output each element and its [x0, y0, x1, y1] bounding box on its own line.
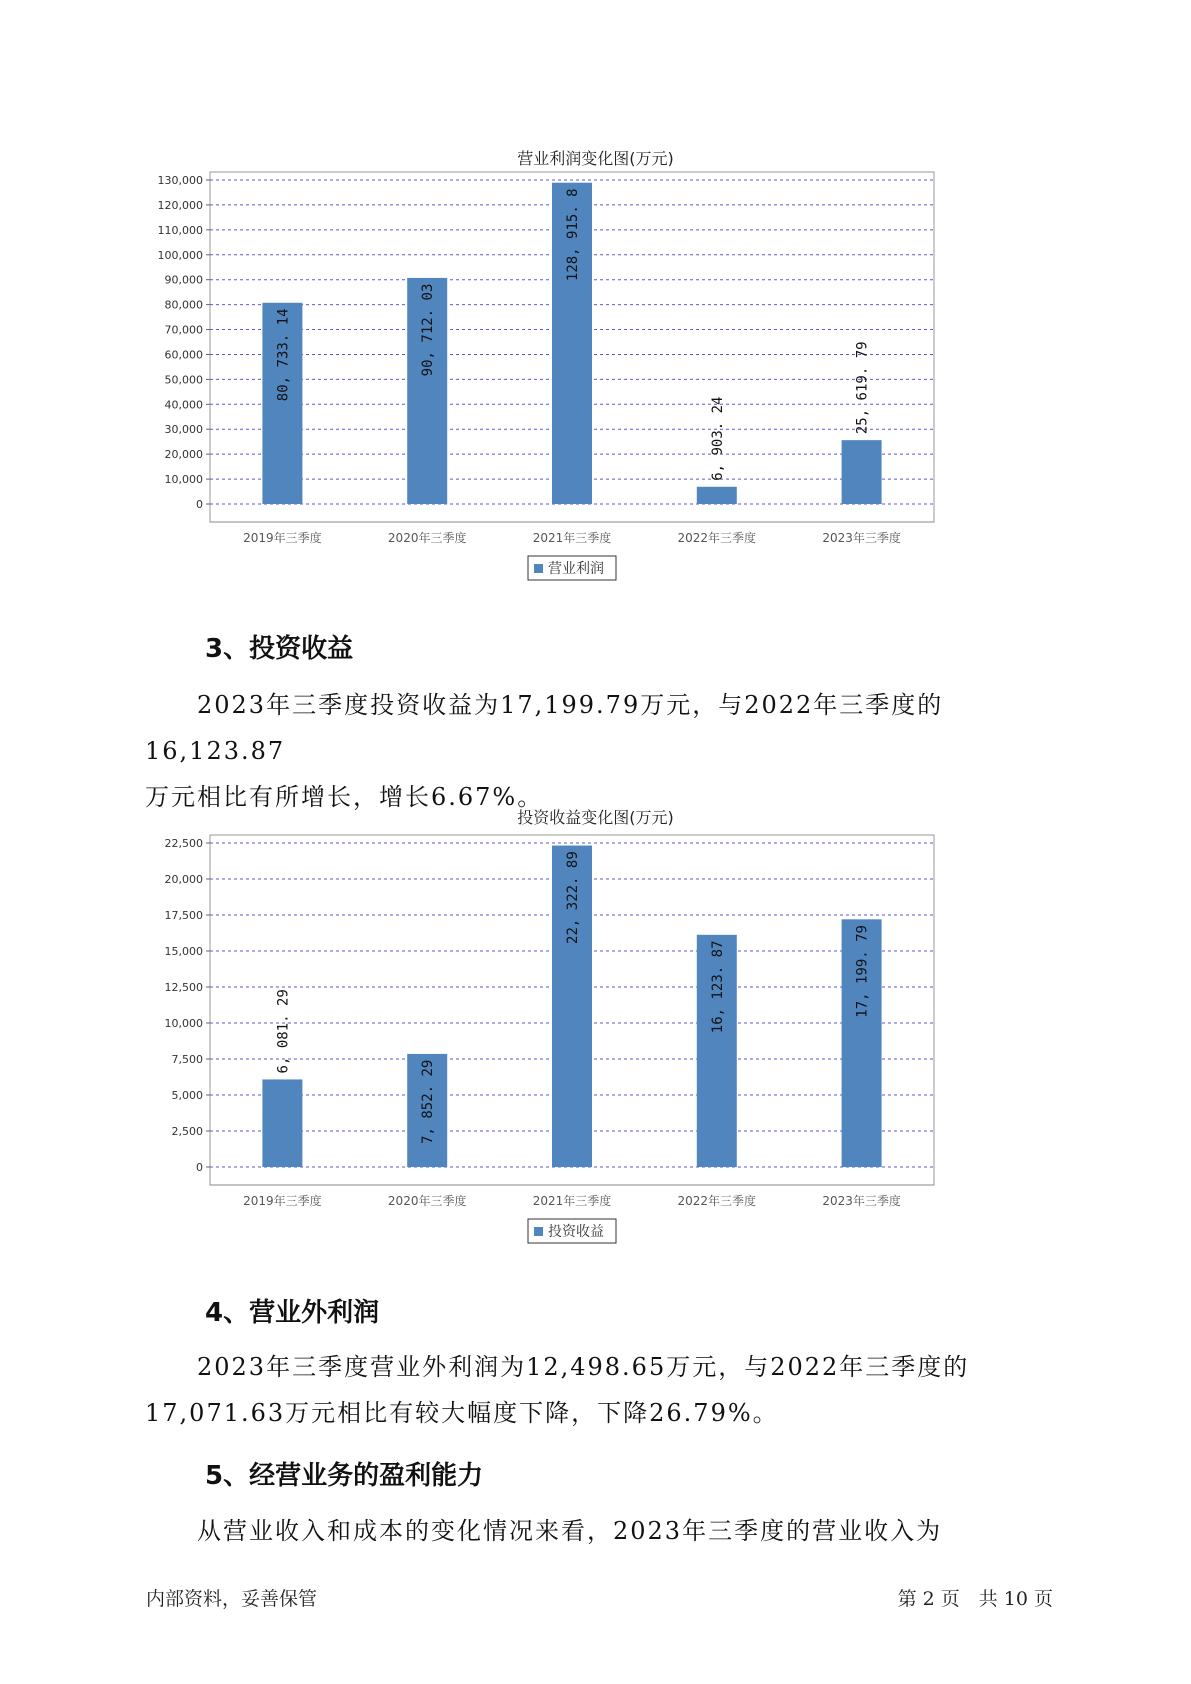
value-label: 128, 915. 8: [565, 188, 581, 282]
category-label: 2020年三季度: [387, 531, 467, 545]
ytick-label: 110,000: [157, 223, 203, 237]
ytick-label: 120,000: [157, 198, 203, 212]
investment-income-chart: [150, 833, 1040, 1263]
category-label: 2021年三季度: [532, 531, 612, 545]
legend-swatch: [534, 1227, 543, 1236]
ytick-label: 17,500: [164, 909, 203, 922]
ytick-label: 10,000: [164, 1017, 203, 1030]
ytick-label: 5,000: [171, 1089, 203, 1102]
section5-paragraph: [145, 1508, 1075, 1554]
bar-2023年三季度: [842, 440, 882, 504]
ytick-label: 20,000: [164, 873, 203, 886]
section5-line1: 从营业收入和成本的变化情况来看，2023年三季度的营业收入为: [197, 1517, 943, 1545]
value-label: 90, 712. 03: [420, 283, 437, 377]
section5-heading: 5、经营业务的盈利能力: [205, 1461, 484, 1491]
operating-profit-chart: [150, 170, 1040, 600]
category-label: 2022年三季度: [677, 1194, 757, 1208]
ytick-label: 130,000: [157, 174, 203, 187]
ytick-label: 50,000: [164, 373, 203, 387]
ytick-label: 100,000: [157, 248, 203, 262]
category-label: 2021年三季度: [532, 1194, 612, 1208]
bar-2022年三季度: [697, 487, 737, 504]
ytick-label: 15,000: [164, 945, 203, 958]
section3-heading: 3、投资收益: [205, 634, 354, 664]
ytick-label: 20,000: [164, 448, 203, 462]
category-label: 2019年三季度: [243, 1194, 322, 1208]
ytick-label: 0: [196, 498, 203, 511]
bar-2019年三季度: [262, 1079, 302, 1167]
legend-swatch: [534, 564, 543, 573]
footer-page-number: 第 2 页 共 10 页: [897, 1588, 1053, 1610]
category-label: 2019年三季度: [243, 531, 322, 545]
value-label: 25, 619. 79: [854, 341, 871, 435]
section3-line2: 万元相比有所增长，增长6.67%。: [145, 783, 544, 811]
ytick-label: 90,000: [164, 273, 203, 287]
category-label: 2020年三季度: [387, 1194, 467, 1208]
value-label: 6, 903. 24: [709, 396, 726, 481]
section4-paragraph: [145, 1344, 1075, 1436]
ytick-label: 22,500: [164, 837, 203, 850]
category-label: 2023年三季度: [822, 531, 901, 545]
category-label: 2022年三季度: [677, 531, 757, 545]
section3-paragraph: [145, 682, 1075, 820]
value-label: 6, 081. 29: [275, 989, 292, 1074]
ytick-label: 70,000: [164, 323, 203, 337]
section3-line1: 2023年三季度投资收益为17,199.79万元，与2022年三季度的16,123.87: [145, 691, 944, 765]
section4-line2: 17,071.63万元相比有较大幅度下降，下降26.79%。: [145, 1399, 779, 1427]
section4-line1: 2023年三季度营业外利润为12,498.65万元，与2022年三季度的: [197, 1353, 970, 1381]
ytick-label: 12,500: [164, 981, 203, 994]
ytick-label: 0: [196, 1161, 203, 1174]
category-label: 2023年三季度: [822, 1194, 901, 1208]
ytick-label: 2,500: [171, 1125, 203, 1138]
ytick-label: 60,000: [164, 348, 203, 362]
chart1-title: 营业利润变化图(万元): [517, 149, 674, 168]
legend-label: 投资收益: [548, 1224, 604, 1240]
ytick-label: 7,500: [171, 1053, 203, 1066]
legend: [528, 1219, 616, 1243]
value-label: 17, 199. 79: [854, 925, 871, 1018]
chart2-title: 投资收益变化图(万元): [517, 808, 674, 827]
ytick-label: 40,000: [164, 398, 203, 412]
ytick-label: 30,000: [164, 423, 203, 437]
footer-left: 内部资料，妥善保管: [146, 1588, 318, 1610]
ytick-label: 80,000: [164, 298, 203, 312]
value-label: 22, 322. 89: [565, 851, 581, 944]
value-label: 80, 733. 14: [275, 308, 292, 402]
legend: [528, 556, 616, 580]
value-label: 16, 123. 87: [709, 940, 726, 1034]
value-label: 7, 852. 29: [420, 1059, 437, 1144]
legend-label: 营业利润: [548, 561, 604, 577]
ytick-label: 10,000: [164, 473, 203, 487]
section4-heading: 4、营业外利润: [205, 1298, 380, 1328]
